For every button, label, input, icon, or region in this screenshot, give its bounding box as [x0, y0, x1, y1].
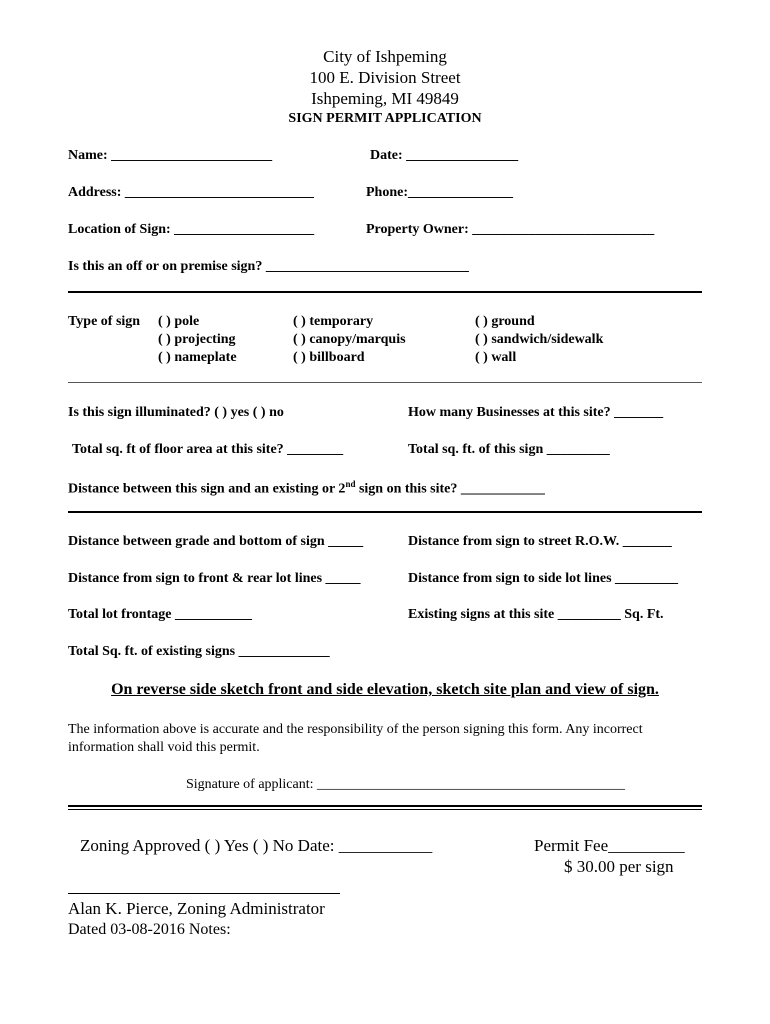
signature-field[interactable]: Signature of applicant: ____________________________________________ — [186, 777, 626, 792]
divider — [68, 809, 702, 810]
sign-type-canopy[interactable]: ( ) canopy/marquis — [293, 332, 406, 347]
lot-frontage-field[interactable]: Total lot frontage ___________ — [68, 607, 252, 622]
divider — [68, 291, 702, 293]
city-name: City of Ishpeming — [323, 47, 447, 66]
permit-fee-amount: $ 30.00 per sign — [564, 857, 674, 876]
disclaimer-line-1: The information above is accurate and the responsibility of the person signing this form. Any incorrect — [68, 722, 643, 737]
sign-type-pole[interactable]: ( ) pole — [158, 314, 200, 329]
dated-notes: Dated 03-08-2016 Notes: — [68, 921, 231, 938]
side-lot-field[interactable]: Distance from sign to side lot lines _________ — [408, 571, 679, 586]
sign-type-temporary[interactable]: ( ) temporary — [293, 314, 374, 329]
permit-fee: Permit Fee_________ — [534, 836, 685, 855]
address-field[interactable]: Address: ___________________________ — [68, 185, 314, 200]
divider — [68, 805, 702, 807]
sign-type-wall[interactable]: ( ) wall — [475, 350, 517, 365]
floor-area-field[interactable]: Total sq. ft of floor area at this site? ________ — [72, 442, 344, 457]
date-field[interactable]: Date: ________________ — [370, 148, 519, 163]
grade-bottom-field[interactable]: Distance between grade and bottom of sign _____ — [68, 534, 364, 549]
zoning-approved[interactable]: Zoning Approved ( ) Yes ( ) No Date: ___________ — [80, 836, 433, 855]
location-field[interactable]: Location of Sign: ____________________ — [68, 222, 315, 237]
disclaimer-line-2: information shall void this permit. — [68, 740, 260, 755]
name-field[interactable]: Name: _______________________ — [68, 148, 273, 163]
sign-type-ground[interactable]: ( ) ground — [475, 314, 535, 329]
existing-sqft-field[interactable]: Total Sq. ft. of existing signs _____________ — [68, 644, 330, 659]
administrator-name: Alan K. Pierce, Zoning Administrator — [68, 899, 325, 918]
sketch-instructions: On reverse side sketch front and side elevation, sketch site plan and view of sign. — [111, 681, 659, 698]
sign-type-label: Type of sign — [68, 314, 141, 329]
admin-signature-line — [68, 893, 340, 894]
divider — [68, 511, 702, 513]
street-address: 100 E. Division Street — [309, 68, 461, 87]
illuminated-question[interactable]: Is this sign illuminated? ( ) yes ( ) no — [68, 405, 284, 420]
city-state-zip: Ishpeming, MI 49849 — [311, 89, 459, 108]
property-owner-field[interactable]: Property Owner: __________________________ — [366, 222, 655, 237]
street-row-field[interactable]: Distance from sign to street R.O.W. _______ — [408, 534, 672, 549]
sign-sqft-field[interactable]: Total sq. ft. of this sign _________ — [408, 442, 610, 457]
premise-question[interactable]: Is this an off or on premise sign? _____________________________ — [68, 259, 469, 274]
businesses-field[interactable]: How many Businesses at this site? _______ — [408, 405, 664, 420]
sign-type-billboard[interactable]: ( ) billboard — [293, 350, 365, 365]
front-rear-field[interactable]: Distance from sign to front & rear lot lines _____ — [68, 571, 361, 586]
sign-type-nameplate[interactable]: ( ) nameplate — [158, 350, 237, 365]
phone-field[interactable]: Phone:_______________ — [366, 185, 513, 200]
form-title: SIGN PERMIT APPLICATION — [288, 111, 482, 126]
sign-type-sandwich[interactable]: ( ) sandwich/sidewalk — [475, 332, 604, 347]
distance-existing-field[interactable]: Distance between this sign and an existing or 2nd sign on this site? ____________ — [68, 479, 545, 497]
existing-signs-field[interactable]: Existing signs at this site _________ Sq. Ft. — [408, 607, 664, 622]
divider — [68, 382, 702, 383]
sign-type-projecting[interactable]: ( ) projecting — [158, 332, 236, 347]
